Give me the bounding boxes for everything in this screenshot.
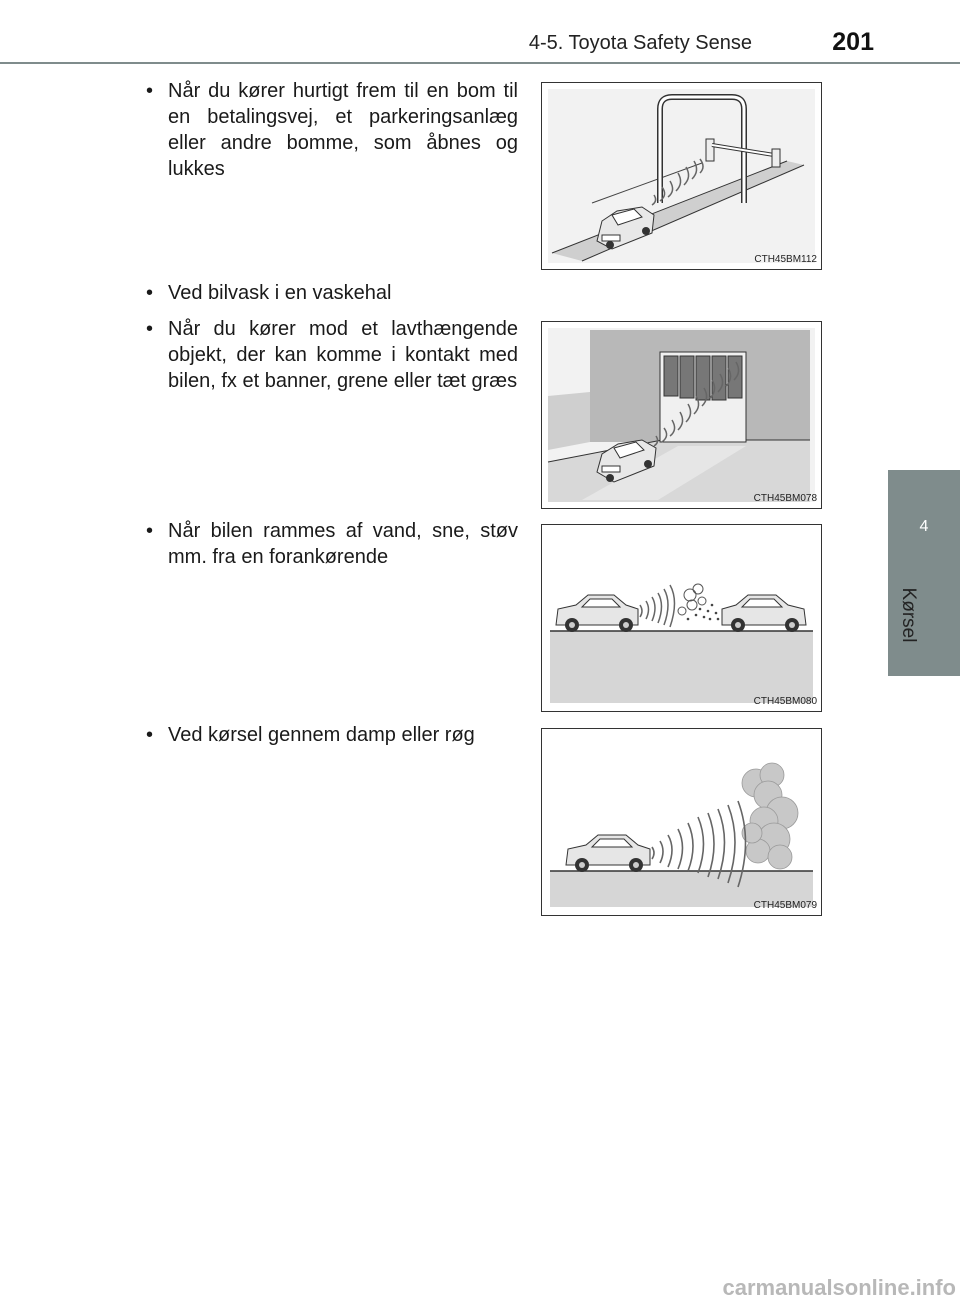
bullet: • <box>146 724 154 746</box>
bullet: • <box>146 80 154 102</box>
chapter-label-box <box>888 575 928 655</box>
figure-code: CTH45BM080 <box>753 696 817 707</box>
list-item-text: Når bilen rammes af vand, sne, støv mm. fra en forankørende <box>168 520 518 568</box>
figure-code: CTH45BM079 <box>753 900 817 911</box>
figure-spray <box>541 524 822 712</box>
watermark: carmanualsonline.info <box>722 1275 956 1300</box>
list-item-text: Ved bilvask i en vaskehal <box>168 282 392 304</box>
header-divider <box>0 62 960 64</box>
figure-barrier <box>541 82 822 270</box>
barrier-illustration <box>542 83 821 269</box>
figure-low-object <box>541 321 822 509</box>
list-item-text: Ved kørsel gennem damp eller røg <box>168 724 475 746</box>
list-item-text: Når du kører hurtigt frem til en bom til en betalingsvej, et parkeringsanlæg eller andre bomme, som åbnes og lukkes <box>168 80 518 180</box>
list-item <box>146 316 518 394</box>
list-item <box>146 78 518 182</box>
bullet: • <box>146 282 154 304</box>
list-item <box>146 280 518 306</box>
figure-smoke <box>541 728 822 916</box>
list-item <box>146 722 518 748</box>
list-item <box>146 518 518 570</box>
bullet: • <box>146 318 154 340</box>
page-number: 201 <box>832 28 874 56</box>
bullet: • <box>146 520 154 542</box>
chapter-label: Kørsel <box>898 587 919 643</box>
page-header <box>0 0 960 64</box>
smoke-illustration <box>542 729 821 915</box>
figure-code: CTH45BM078 <box>753 493 817 504</box>
figure-code: CTH45BM112 <box>754 254 817 265</box>
spray-illustration <box>542 525 821 711</box>
section-title: 4-5. Toyota Safety Sense <box>528 32 752 54</box>
low-object-illustration <box>542 322 821 508</box>
chapter-number: 4 <box>919 518 929 535</box>
list-item-text: Når du kører mod et lavthængende objekt, der kan komme i kontakt med bilen, fx et banner, grene eller tæt græs <box>168 318 518 392</box>
